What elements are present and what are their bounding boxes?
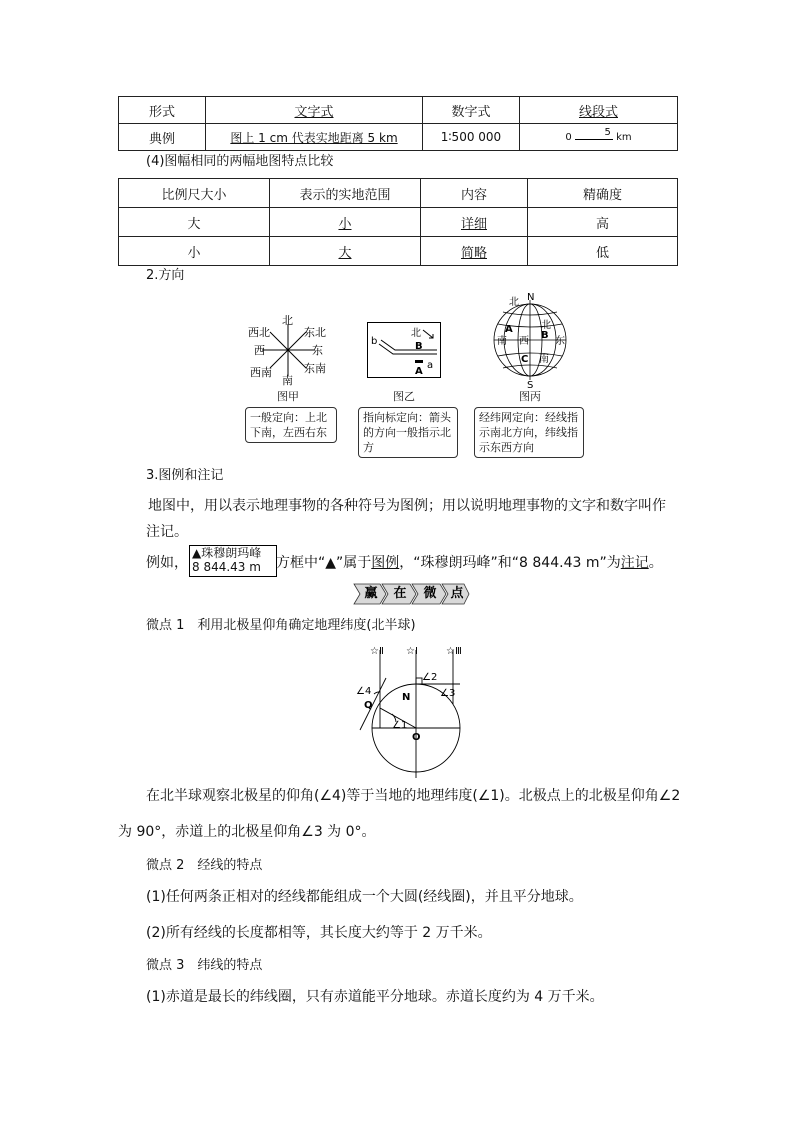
table-row bbox=[119, 237, 678, 266]
note-yi: 指向标定向：箭头的方向一般指示北方 bbox=[358, 407, 458, 458]
banner-ying-zai-wei-dian bbox=[352, 583, 470, 605]
table-header: 数字式 bbox=[423, 97, 520, 124]
angle-3: ∠3 bbox=[440, 688, 456, 699]
banner-char: 微 bbox=[423, 586, 437, 601]
peak-height: 8 844.43 m bbox=[192, 560, 261, 574]
caption-bing: 图丙 bbox=[519, 390, 541, 403]
globe-west: 西 bbox=[519, 336, 529, 347]
pole-N: N bbox=[527, 292, 535, 303]
globe-east: 东 bbox=[555, 336, 565, 347]
star-I: ☆Ⅰ bbox=[406, 646, 418, 657]
caption-jia: 图甲 bbox=[277, 390, 299, 403]
section4-title: (4)图幅相同的两幅地图特点比较 bbox=[146, 154, 334, 169]
example-end: 。 bbox=[648, 555, 663, 571]
note-bing: 经纬网定向：经线指示南北方向，纬线指示东西方向 bbox=[474, 407, 584, 458]
table-cell: 简略 bbox=[421, 237, 528, 266]
dir-west: 西 bbox=[254, 344, 265, 357]
table-header: 形式 bbox=[119, 97, 206, 124]
legend-paragraph: 地图中，用以表示地理事物的各种符号为图例；用以说明地理事物的文字和数字叫作注记。 bbox=[146, 498, 666, 540]
direction-title: 2.方向 bbox=[146, 268, 185, 283]
star-II: ☆Ⅱ bbox=[370, 646, 384, 657]
line-scale-cell bbox=[520, 124, 678, 151]
example-mid2: ，“珠穆朗玛峰”和“8 844.43 m”为 bbox=[399, 555, 621, 571]
note-jia: 一般定向：上北下南，左西右东 bbox=[245, 407, 337, 443]
table-cell: 低 bbox=[528, 237, 678, 266]
point1-title: 微点 1 利用北极星仰角确定地理纬度(北半球) bbox=[146, 618, 416, 633]
globe-south: 南 bbox=[497, 336, 507, 347]
point-O: O bbox=[412, 732, 421, 743]
table-cell: 图上 1 cm 代表实地距离 5 km bbox=[206, 124, 423, 151]
table-header: 表示的实地范围 bbox=[270, 179, 421, 208]
star-III: ☆Ⅲ bbox=[446, 646, 462, 657]
point-B: B bbox=[415, 341, 423, 352]
globe-north: 北 bbox=[509, 297, 519, 308]
scale-zero: 0 bbox=[565, 131, 572, 143]
table-header: 精确度 bbox=[528, 179, 678, 208]
compass-rose-figure bbox=[240, 310, 340, 400]
pole-S: S bbox=[527, 380, 534, 390]
example-mid: 方框中“▲”属于 bbox=[276, 555, 372, 571]
table-row bbox=[119, 179, 678, 208]
table-cell: 1∶500 000 bbox=[423, 124, 520, 151]
table-cell: 典例 bbox=[119, 124, 206, 151]
point2-item2: (2)所有经线的长度都相等，其长度大约等于 2 万千米。 bbox=[146, 925, 492, 941]
peak-label-box bbox=[189, 545, 277, 577]
dir-southeast: 东南 bbox=[304, 362, 326, 375]
legend-word: 图例 bbox=[371, 555, 400, 571]
angle-2: ∠2 bbox=[422, 672, 438, 683]
note-word: 注记 bbox=[620, 555, 649, 571]
table-header: 线段式 bbox=[520, 97, 678, 124]
scale-unit: km bbox=[616, 131, 632, 143]
example-line bbox=[146, 553, 188, 573]
peak-name: ▲珠穆朗玛峰 bbox=[192, 546, 262, 560]
globe-north-2: 北 bbox=[541, 320, 551, 331]
table-header: 文字式 bbox=[206, 97, 423, 124]
table-row bbox=[119, 208, 678, 237]
comparison-table bbox=[118, 178, 678, 266]
scale-five: 5 bbox=[604, 126, 611, 138]
graticule-globe-figure bbox=[485, 292, 575, 390]
point1-line1: 在北半球观察北极星的仰角(∠4)等于当地的地理纬度(∠1)。北极点上的北极星仰角∠2 bbox=[146, 788, 681, 804]
dir-north: 北 bbox=[282, 314, 293, 327]
dir-east: 东 bbox=[312, 344, 323, 357]
dir-south: 南 bbox=[282, 374, 293, 387]
example-prefix: 例如， bbox=[146, 555, 188, 571]
table-row bbox=[119, 97, 678, 124]
dir-southwest: 西南 bbox=[250, 366, 272, 379]
table-row bbox=[119, 124, 678, 151]
banner-char: 在 bbox=[393, 586, 407, 601]
banner-char: 赢 bbox=[364, 586, 378, 601]
point3-title: 微点 3 纬线的特点 bbox=[146, 958, 263, 973]
point1-line2: 为 90°，赤道上的北极星仰角∠3 为 0°。 bbox=[118, 824, 376, 840]
point2-title: 微点 2 经线的特点 bbox=[146, 858, 263, 873]
arrow-north-label: 北 bbox=[411, 328, 421, 339]
point-A: A bbox=[415, 366, 423, 377]
table-cell: 小 bbox=[119, 237, 270, 266]
table-cell: 大 bbox=[270, 237, 421, 266]
example-line-rest bbox=[276, 553, 663, 573]
globe-point-A: A bbox=[505, 324, 513, 335]
point3-item1: (1)赤道是最长的纬线圈，只有赤道能平分地球。赤道长度约为 4 万千米。 bbox=[146, 989, 604, 1005]
point-Q: Q bbox=[364, 700, 373, 711]
globe-point-C: C bbox=[521, 354, 529, 365]
angle-1: ∠1 bbox=[392, 720, 408, 731]
polaris-angle-figure bbox=[340, 638, 480, 778]
table-cell: 高 bbox=[528, 208, 678, 237]
table-header: 内容 bbox=[421, 179, 528, 208]
table-cell: 大 bbox=[119, 208, 270, 237]
legend-title: 3.图例和注记 bbox=[146, 468, 224, 483]
angle-4: ∠4 bbox=[356, 686, 372, 697]
globe-south-2: 南 bbox=[539, 354, 549, 365]
table-header: 比例尺大小 bbox=[119, 179, 270, 208]
dir-northwest: 西北 bbox=[248, 326, 270, 339]
caption-yi: 图乙 bbox=[393, 390, 415, 403]
dir-northeast: 东北 bbox=[304, 326, 326, 339]
banner-char: 点 bbox=[450, 586, 464, 601]
table-cell: 小 bbox=[270, 208, 421, 237]
north-arrow-figure bbox=[367, 322, 441, 378]
point2-item1: (1)任何两条正相对的经线都能组成一个大圆(经线圈)，并且平分地球。 bbox=[146, 889, 583, 905]
table-cell: 详细 bbox=[421, 208, 528, 237]
globe-point-B: B bbox=[541, 330, 549, 341]
point-a: a bbox=[427, 360, 434, 371]
point-b: b bbox=[371, 336, 378, 347]
scale-forms-table bbox=[118, 96, 678, 151]
point-N: N bbox=[402, 692, 411, 703]
